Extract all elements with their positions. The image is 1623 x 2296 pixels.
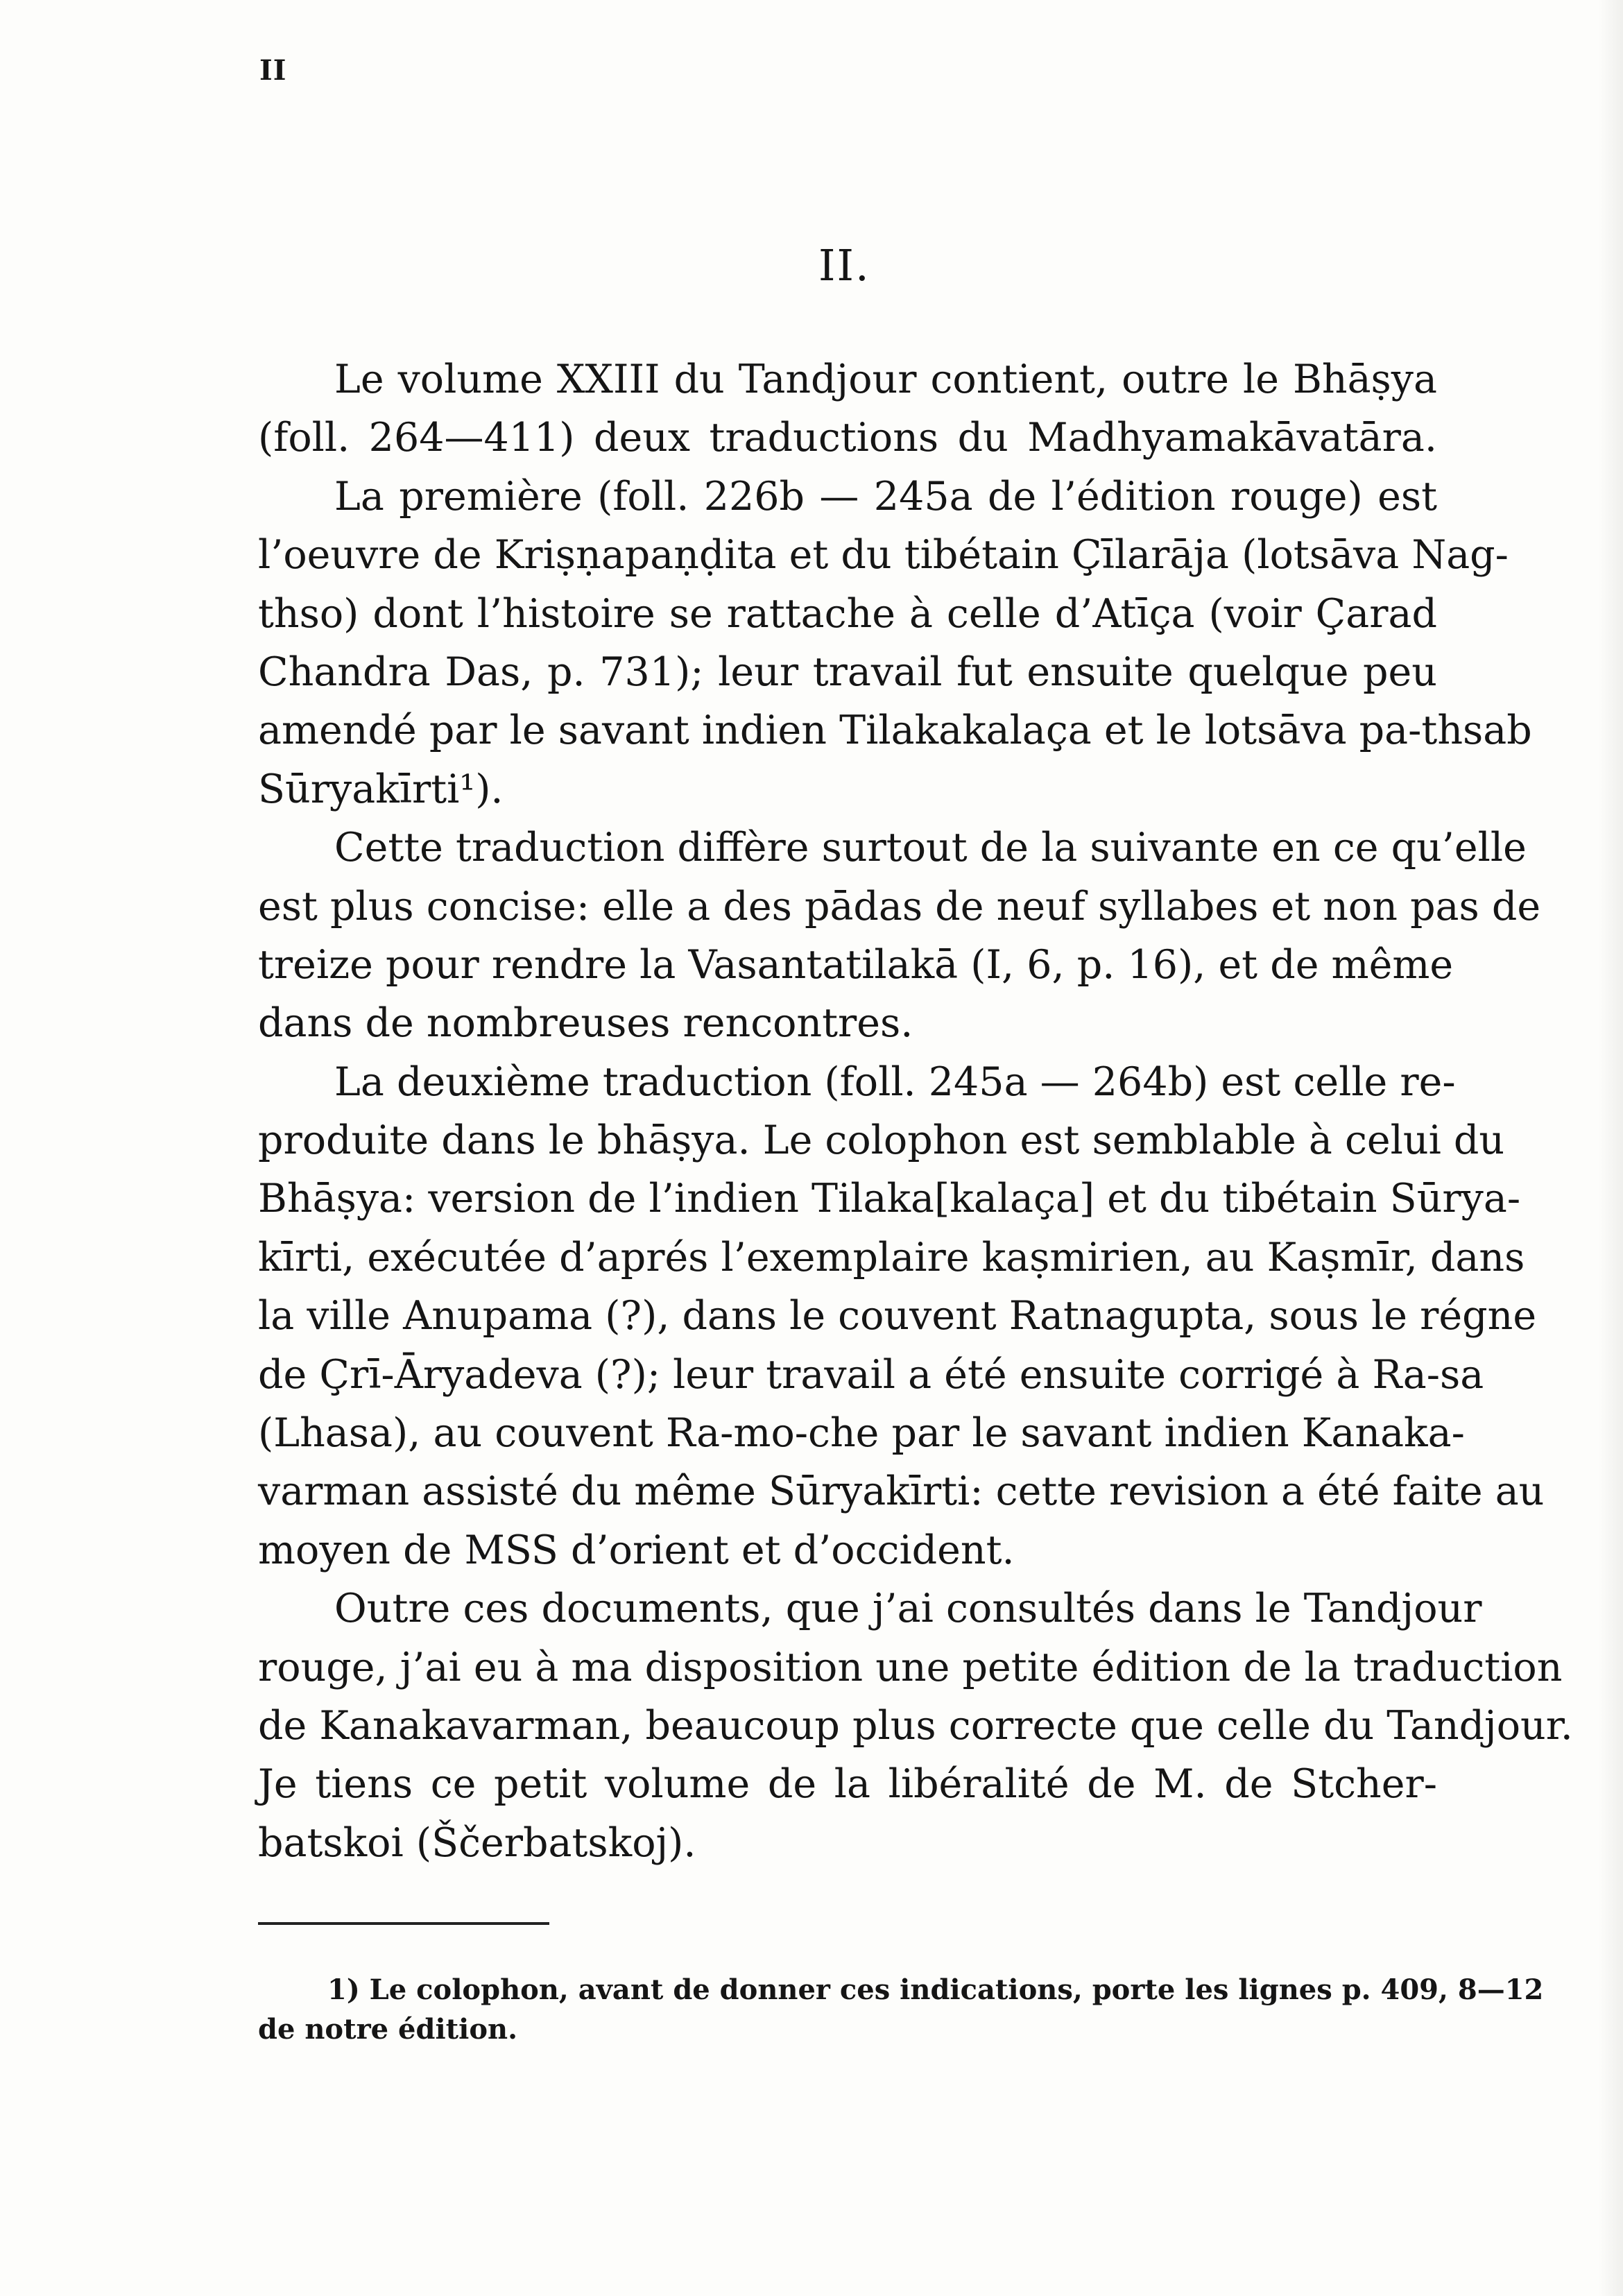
text-line: varman assisté du même Sūryakīrti: cette revision a été faite au [258, 1468, 1545, 1515]
text-line: treize pour rendre la Vasantatilakā (I, 6, p. 16), et de même [258, 941, 1454, 988]
text-line: dans de nombreuses rencontres. [258, 1000, 913, 1047]
text-line: de Çrī-Āryadeva (?); leur travail a été ensuite corrigé à Ra-sa [258, 1351, 1484, 1398]
footnote-divider [258, 1922, 549, 1925]
text-line: la ville Anupama (?), dans le couvent Ratnagupta, sous le régne [258, 1293, 1537, 1339]
text-line: produite dans le bhāṣya. Le colophon est semblable à celui du [258, 1117, 1505, 1164]
text-line: Cette traduction diffère surtout de la suivante en ce qu’elle [334, 825, 1527, 871]
text-line: Bhāṣya: version de l’indien Tilaka[kalaça] et du tibétain Sūrya- [258, 1176, 1521, 1222]
text-line: La deuxième traduction (foll. 245a — 264b) est celle re- [334, 1059, 1456, 1105]
text-line: batskoi (Ščerbatskoj). [258, 1819, 696, 1866]
text-line: amendé par le savant indien Tilakakalaça et le lotsāva pa-thsab [258, 708, 1532, 754]
text-line: La première (foll. 226b — 245a de l’édition rouge) est [334, 473, 1437, 520]
text-line: rouge, j’ai eu à ma disposition une petite édition de la traduction [258, 1644, 1563, 1690]
footnote-line: de notre édition. [258, 2013, 518, 2046]
text-line: moyen de MSS d’orient et d’occident. [258, 1527, 1015, 1573]
text-line: kīrti, exécutée d’aprés l’exemplaire kaṣmirien, au Kaṣmīr, dans [258, 1234, 1525, 1280]
text-line: l’oeuvre de Kriṣṇapaṇḍita et du tibétain Çīlarāja (lotsāva Nag- [258, 532, 1509, 579]
text-line: Sūryakīrti¹). [258, 766, 504, 812]
text-line: thso) dont l’histoire se rattache à celle d’Atīça (voir Çarad [258, 590, 1437, 637]
text-line: de Kanakavarman, beaucoup plus correcte que celle du Tandjour. [258, 1702, 1573, 1749]
body-text [258, 350, 1573, 1872]
section-heading: II. [818, 240, 870, 291]
footnote-line: 1) Le colophon, avant de donner ces indications, porte les lignes p. 409, 8—12 [327, 1973, 1544, 2006]
text-line: Outre ces documents, que j’ai consultés dans le Tandjour [334, 1586, 1482, 1632]
footnote [258, 1970, 1544, 2049]
text-line: (foll. 264—411) deux traductions du Madhyamakāvatāra. [258, 415, 1437, 461]
text-line: Je tiens ce petit volume de la libéralité de M. de Stcher- [258, 1761, 1437, 1808]
text-line: Chandra Das, p. 731); leur travail fut ensuite quelque peu [258, 649, 1437, 695]
text-line: (Lhasa), au couvent Ra-mo-che par le savant indien Kanaka- [258, 1410, 1465, 1457]
page-number: II [259, 54, 287, 87]
text-line: est plus concise: elle a des pādas de neuf syllabes et non pas de [258, 883, 1541, 929]
text-line: Le volume XXIII du Tandjour contient, outre le Bhāṣya [334, 357, 1437, 402]
scan-edge-shadow [1598, 0, 1623, 2296]
